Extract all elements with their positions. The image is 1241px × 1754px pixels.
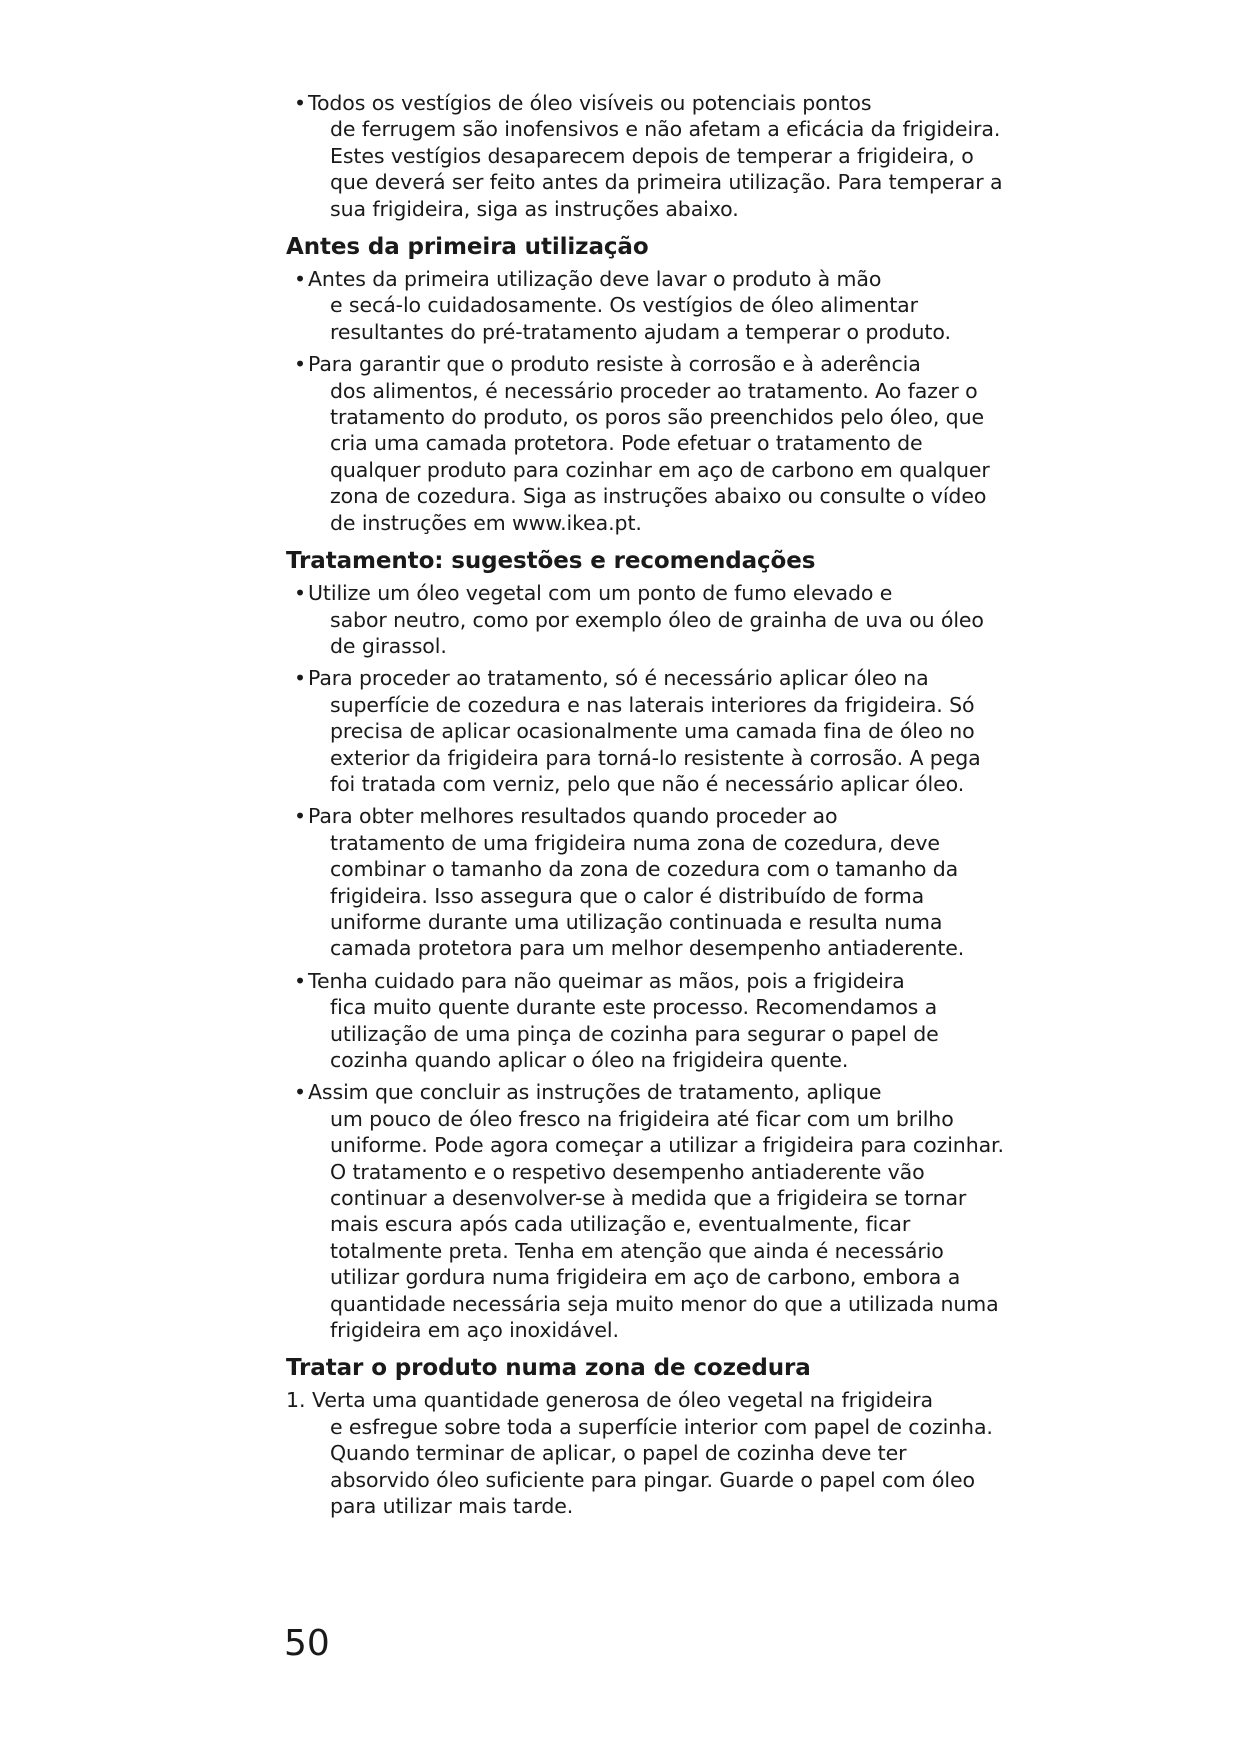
list-item-text: um pouco de óleo fresco na frigideira até ficar com um brilho uniforme. Pode agora começar a utilizar a frigideira para cozinhar. O tratamento e o respetivo desempenho antiaderente vão continuar a desenvolver-se à medida que a frigideira se tornar mais escura após cada utilização e, eventualmente, ficar totalmente preta. Tenha em atenção que ainda é necessário utilizar gordura numa frigideira em aço de carbono, embora a quantidade necessária seja muito menor do que a utilizada numa frigideira em aço inoxidável.: [330, 1106, 1004, 1343]
list-item: [286, 580, 1006, 659]
list-item-text: de ferrugem são inofensivos e não afetam a eficácia da frigideira. Estes vestígios desaparecem depois de temperar a frigideira, o que deverá ser feito antes da primeira utilização. Para temperar a sua frigideira, siga as instruções abaixo.: [330, 117, 1003, 221]
list-item: [286, 665, 1006, 797]
bullet-marker: •: [294, 91, 306, 115]
list-item: [286, 90, 1006, 222]
list-item-lead: Antes da primeira utilização deve lavar o produto à mão: [308, 267, 882, 292]
list-item: [286, 266, 1006, 345]
list-item-lead: Para garantir que o produto resiste à corrosão e à aderência: [308, 352, 921, 377]
list-item: [286, 1079, 1006, 1343]
list-item-lead: Assim que concluir as instruções de tratamento, aplique: [308, 1080, 882, 1105]
bullet-marker: •: [294, 968, 306, 993]
bullet-marker: •: [294, 267, 306, 292]
list-item-lead: Tenha cuidado para não queimar as mãos, pois a frigideira: [308, 968, 905, 993]
list-item-lead: Utilize um óleo vegetal com um ponto de fumo elevado e: [308, 581, 893, 606]
bullet-marker: •: [294, 352, 306, 377]
bullet-marker: •: [294, 804, 306, 829]
bullet-marker: •: [294, 581, 306, 606]
section-heading-treatment-tips: Tratamento: sugestões e recomendações: [286, 548, 816, 575]
list-item-text: superfície de cozedura e nas laterais interiores da frigideira. Só precisa de aplicar ocasionalmente uma camada fina de óleo no exterior da frigideira para torná-lo resistente à corrosão. A pega foi tratada com verniz, pelo que não é necessário aplicar óleo.: [330, 692, 981, 796]
list-item-text: sabor neutro, como por exemplo óleo de grainha de uva ou óleo de girassol.: [330, 607, 984, 658]
step-text: e esfregue sobre toda a superfície interior com papel de cozinha. Quando terminar de aplicar, o papel de cozinha deve ter absorvido óleo suficiente para pingar. Guarde o papel com óleo para utilizar mais tarde.: [330, 1414, 993, 1519]
list-item: [286, 351, 1006, 536]
list-item-lead: Para obter melhores resultados quando proceder ao: [308, 804, 838, 829]
list-item-text: e secá-lo cuidadosamente. Os vestígios de óleo alimentar resultantes do pré-tratamento ajudam a temperar o produto.: [330, 293, 951, 344]
section-heading-first-use: Antes da primeira utilização: [286, 234, 649, 261]
list-item-text: dos alimentos, é necessário proceder ao tratamento. Ao fazer o tratamento do produto, os poros são preenchidos pelo óleo, que cria uma camada protetora. Pode efetuar o tratamento de qualquer produto para cozinhar em aço de carbono em qualquer zona de cozedura. Siga as instruções abaixo ou consulte o vídeo de instruções em www.ikea.pt.: [330, 378, 990, 535]
step-lead: Verta uma quantidade generosa de óleo vegetal na frigideira: [312, 1388, 933, 1413]
list-item-lead: Todos os vestígios de óleo visíveis ou potenciais pontos: [308, 91, 872, 115]
list-item: [286, 968, 1006, 1074]
manual-page: [286, 90, 1006, 1520]
list-item-text: tratamento de uma frigideira numa zona de cozedura, deve combinar o tamanho da zona de cozedura com o tamanho da frigideira. Isso assegura que o calor é distribuído de forma uniforme durante uma utilização continuada e resulta numa camada protetora para um melhor desempenho antiaderente.: [330, 830, 965, 961]
list-item: [286, 803, 1006, 961]
bullet-marker: •: [294, 666, 306, 691]
step-number: 1.: [286, 1388, 306, 1413]
list-item-text: fica muito quente durante este processo. Recomendamos a utilização de uma pinça de cozinha para segurar o papel de cozinha quando aplicar o óleo na frigideira quente.: [330, 995, 939, 1072]
section-heading-cooking-zone: Tratar o produto numa zona de cozedura: [286, 1355, 811, 1382]
list-item-lead: Para proceder ao tratamento, só é necessário aplicar óleo na: [308, 666, 929, 691]
bullet-marker: •: [294, 1080, 306, 1105]
page-number: 50: [284, 1623, 330, 1664]
numbered-step: [286, 1387, 1006, 1519]
